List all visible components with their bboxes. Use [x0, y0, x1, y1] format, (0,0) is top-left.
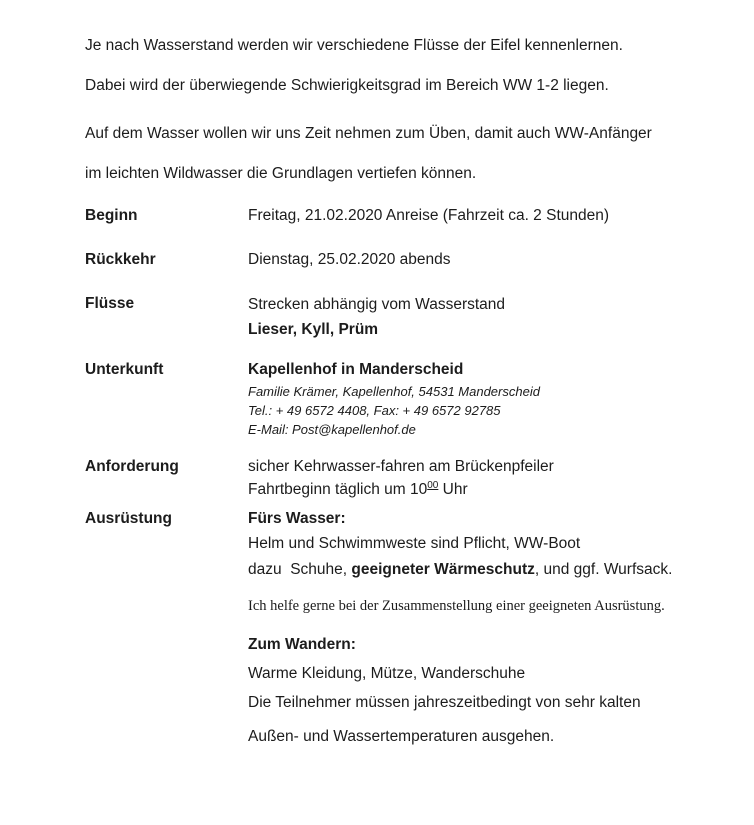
intro-line: Je nach Wasserstand werden wir verschiedene Flüsse der Eifel kennenlernen.	[85, 37, 623, 54]
equipment-water-line2-suffix: , und ggf. Wurfsack.	[534, 561, 673, 578]
equipment-water-line2-prefix: dazu Schuhe,	[248, 561, 352, 578]
season-note-line: Außen- und Wassertemperaturen ausgehen.	[248, 728, 555, 745]
fluesse-river-names: Lieser, Kyll, Prüm	[248, 321, 379, 338]
unterkunft-email: E-Mail: Post@kapellenhof.de	[248, 422, 416, 437]
intro-line: Auf dem Wasser wollen wir uns Zeit nehmen zum Üben, damit auch WW-Anfänger	[85, 125, 652, 142]
unterkunft-phone-fax: Tel.: + 49 6572 4408, Fax: + 49 6572 92785	[248, 403, 501, 418]
detail-value-beginn	[248, 204, 704, 228]
detail-row-fluesse	[85, 292, 704, 342]
equipment-warmth-emphasis: geeigneter Wärmeschutz	[351, 561, 535, 578]
season-temperature-note	[248, 686, 704, 754]
unterkunft-address: Familie Krämer, Kapellenhof, 54531 Manderscheid	[248, 384, 540, 399]
start-time-minutes-superscript: 00	[427, 479, 439, 491]
anforderung-start-time-line	[248, 478, 704, 501]
beginn-date-text: Freitag, 21.02.2020 Anreise (Fahrzeit ca. 2 Stunden)	[248, 207, 610, 224]
detail-row-anforderung	[85, 455, 704, 501]
equipment-water-line1: Helm und Schwimmweste sind Pflicht, WW-Boot	[248, 535, 581, 552]
equipment-water-line2	[248, 557, 704, 583]
detail-value-unterkunft	[248, 358, 704, 439]
detail-label-anforderung: Anforderung	[85, 458, 179, 475]
detail-label-unterkunft: Unterkunft	[85, 361, 164, 378]
intro-line: im leichten Wildwasser die Grundlagen vertiefen können.	[85, 165, 477, 182]
detail-label-ausruestung: Ausrüstung	[85, 510, 172, 527]
detail-row-unterkunft	[85, 358, 704, 439]
intro-line: Dabei wird der überwiegende Schwierigkeitsgrad im Bereich WW 1-2 liegen.	[85, 77, 609, 94]
trip-details-list	[85, 204, 704, 754]
detail-value-ausruestung	[248, 507, 704, 754]
detail-value-fluesse	[248, 292, 704, 342]
rueckkehr-date-text: Dienstag, 25.02.2020 abends	[248, 251, 451, 268]
detail-label-fluesse: Flüsse	[85, 295, 135, 312]
intro-paragraph-practice	[85, 114, 704, 194]
equipment-help-note: Ich helfe gerne bei der Zusammenstellung einer geeigneten Ausrüstung.	[248, 598, 665, 614]
intro-paragraph-difficulty	[85, 26, 704, 106]
detail-value-rueckkehr	[248, 248, 704, 272]
equipment-water-heading: Fürs Wasser:	[248, 510, 346, 527]
detail-row-rueckkehr	[85, 248, 704, 272]
equipment-hiking-items: Warme Kleidung, Mütze, Wanderschuhe	[248, 665, 526, 682]
equipment-hiking-heading: Zum Wandern:	[248, 636, 356, 653]
detail-label-beginn: Beginn	[85, 207, 138, 224]
start-time-suffix: Uhr	[438, 481, 468, 498]
detail-value-anforderung	[248, 455, 704, 501]
detail-row-ausruestung	[85, 507, 704, 754]
unterkunft-name: Kapellenhof in Manderscheid	[248, 361, 464, 378]
detail-label-rueckkehr: Rückkehr	[85, 251, 156, 268]
start-time-prefix: Fahrtbeginn täglich um 10	[248, 481, 428, 498]
detail-row-beginn	[85, 204, 704, 228]
season-note-line: Die Teilnehmer müssen jahreszeitbedingt von sehr kalten	[248, 694, 641, 711]
anforderung-skill-text: sicher Kehrwasser-fahren am Brückenpfeiler	[248, 458, 554, 475]
fluesse-condition-text: Strecken abhängig vom Wasserstand	[248, 296, 506, 313]
